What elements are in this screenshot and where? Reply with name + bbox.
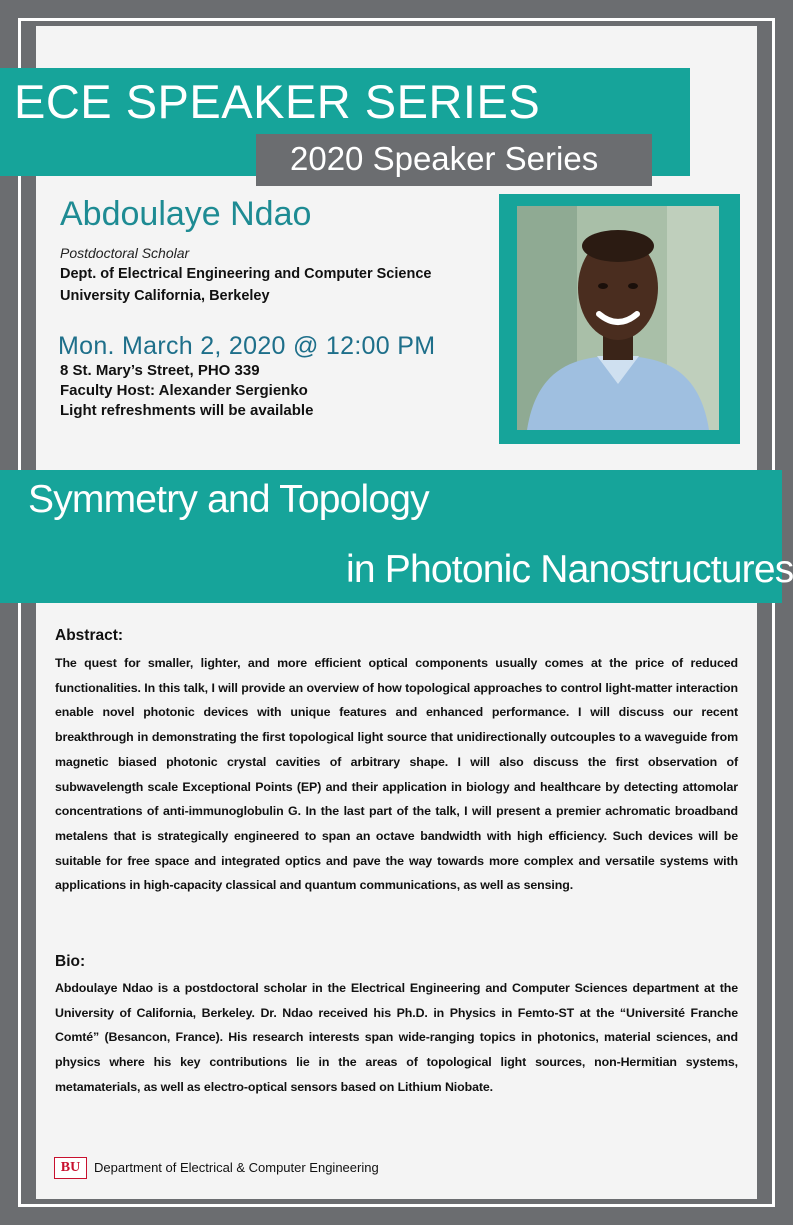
speaker-role: Postdoctoral Scholar: [60, 245, 190, 261]
speaker-university: University California, Berkeley: [60, 288, 270, 304]
speaker-photo: [517, 206, 719, 430]
bio-heading: Bio:: [55, 953, 86, 970]
speaker-name: Abdoulaye Ndao: [60, 195, 312, 233]
bio-text: Abdoulaye Ndao is a postdoctoral scholar in the Electrical Engineering and Computer Sciences department at the University of California, Berkeley. Dr. Ndao received his Ph.D. in Physics in Femto-ST at the “Université Franche Comté” (Besancon, France). His research interests span wide-ranging topics in photonics, material sciences, and physics where his key contributions lie in the areas of topological light sources, non-Hermitian systems, metamaterials, as well as electro-optical sensors based on Lithium Niobate.: [55, 981, 738, 1094]
abstract-heading: Abstract:: [55, 627, 124, 644]
footer-department: Department of Electrical & Computer Engineering: [94, 1160, 379, 1175]
talk-title-line2: in Photonic Nanostructures: [346, 548, 793, 591]
speaker-department: Dept. of Electrical Engineering and Computer Science: [60, 266, 432, 282]
event-refreshments: Light refreshments will be available: [60, 402, 314, 419]
event-location: 8 St. Mary’s Street, PHO 339: [60, 362, 260, 379]
event-datetime: Mon. March 2, 2020 @ 12:00 PM: [58, 332, 436, 360]
event-host: Faculty Host: Alexander Sergienko: [60, 382, 308, 399]
bu-logo: BU: [54, 1157, 87, 1179]
speaker-portrait-illustration: [517, 206, 719, 430]
series-title: ECE SPEAKER SERIES: [14, 75, 541, 128]
series-year: 2020 Speaker Series: [290, 140, 599, 177]
talk-title-line1: Symmetry and Topology: [28, 478, 429, 521]
abstract-text: The quest for smaller, lighter, and more efficient optical components usually comes at the price of reduced functionalities. In this talk, I will provide an overview of how topological approaches to control light-matter interaction enable novel photonic devices with unique features and enhanced performance. I will discuss our recent breakthrough in demonstrating the first topological light source that unidirectionally outcouples to a waveguide from magnetic biased photonic crystal cavities of arbitrary shape. I will also discuss the first observation of subwavelength scale Exceptional Points (EP) and their application in biology and healthcare by detecting attomolar concentrations of anti-immunoglobulin G. In the last part of the talk, I will present a premier achromatic broadband metalens that is strategically engineered to span an octave bandwidth with high efficiency. Such devices will be suitable for free space and integrated optics and pave the way towards more complex and versatile systems with applications in high-capacity classical and quantum communications, as well as sensing.: [55, 656, 738, 893]
